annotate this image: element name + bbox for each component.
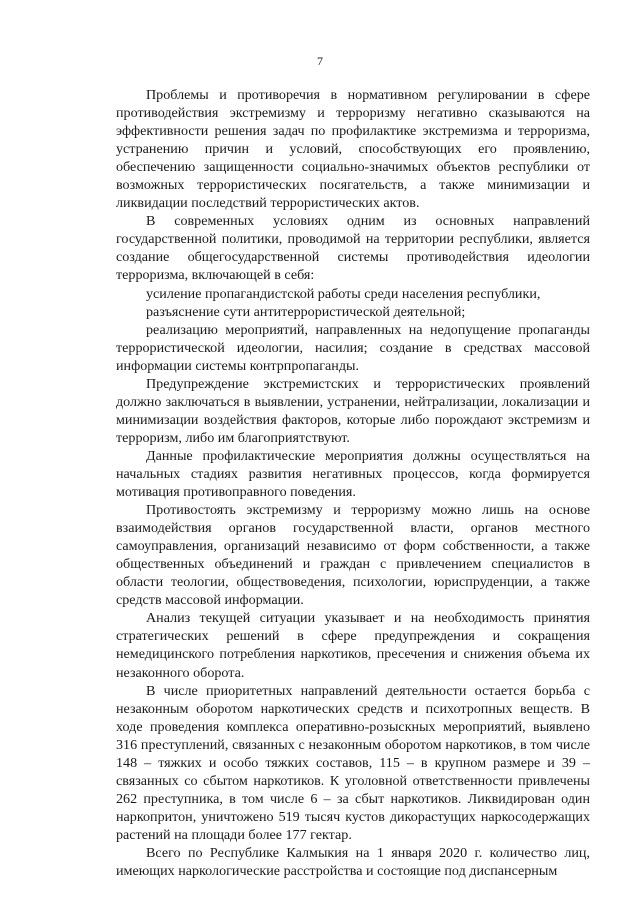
paragraph: Противостоять экстремизму и терроризму можно лишь на основе взаимодействия органов государственной власти, органов местного самоуправления, организаций независимо от форм собственности, а также общественных объединений и граждан с привлечением специалистов в области теологии, обществоведения, психологии, юриспруденции, а также средств массовой информации. — [116, 502, 590, 609]
list-item: реализацию мероприятий, направленных на недопущение пропаганды террористической идеологии, насилия; создание в средствах массовой информации системы контрпропаганды. — [116, 321, 590, 374]
page-number: 7 — [317, 54, 323, 68]
paragraph: Проблемы и противоречия в нормативном регулировании в сфере противодействия экстремизму и терроризму негативно сказываются на эффективности решения задач по профилактике экстремизма и терроризма, устранению причин и условий, способствующих его проявлению, обеспечению защищенности социально-значимых объектов республики от возможных террористических посягательств, а также минимизации и ликвидации последствий террористических актов. — [116, 87, 590, 212]
list-item: усиление пропагандистской работы среди населения республики, — [146, 285, 541, 302]
body-text — [116, 86, 590, 880]
paragraph: В современных условиях одним из основных направлений государственной политики, проводимой на территории республики, является создание общегосударственной системы противодействия идеологии терроризма, включающей в себя: — [116, 213, 590, 284]
paragraph: Предупреждение экстремистских и террористических проявлений должно заключаться в выявлении, устранении, нейтрализации, локализации и минимизации воздействия факторов, которые либо порождают экстремизм и терроризм, либо им благоприятствуют. — [116, 375, 590, 446]
paragraph: Анализ текущей ситуации указывает и на необходимость принятия стратегических решений в сфере предупреждения и сокращения немедицинского потребления наркотиков, пресечения и снижения объема их незаконного оборота. — [116, 610, 590, 681]
paragraph: Данные профилактические мероприятия должны осуществляться на начальных стадиях развития негативных процессов, когда формируется мотивация противоправного поведения. — [116, 447, 590, 501]
list-item: разъяснение сути антитеррористической деятельной; — [146, 303, 466, 320]
paragraph: В числе приоритетных направлений деятельности остается борьба с незаконным оборотом наркотических средств и психотропных веществ. В ходе проведения комплекса оперативно-розыскных мероприятий, выявлено 316 преступлений, связанных с незаконным оборотом наркотиков, в том числе 148 – тяжких и особо тяжких составов, 115 – в крупном размере и 39 – связанных со сбытом наркотиков. К уголовной ответственности привлечены 262 преступника, в том числе 6 – за сбыт наркотиков. Ликвидирован один наркопритон, уничтожено 519 тысяч кустов дикорастущих наркосодержащих растений на площади более 177 гектар. — [116, 682, 590, 843]
paragraph: Всего по Республике Калмыкия на 1 января 2020 г. количество лиц, имеющих наркологические расстройства и состоящие под диспансерным — [116, 844, 590, 880]
